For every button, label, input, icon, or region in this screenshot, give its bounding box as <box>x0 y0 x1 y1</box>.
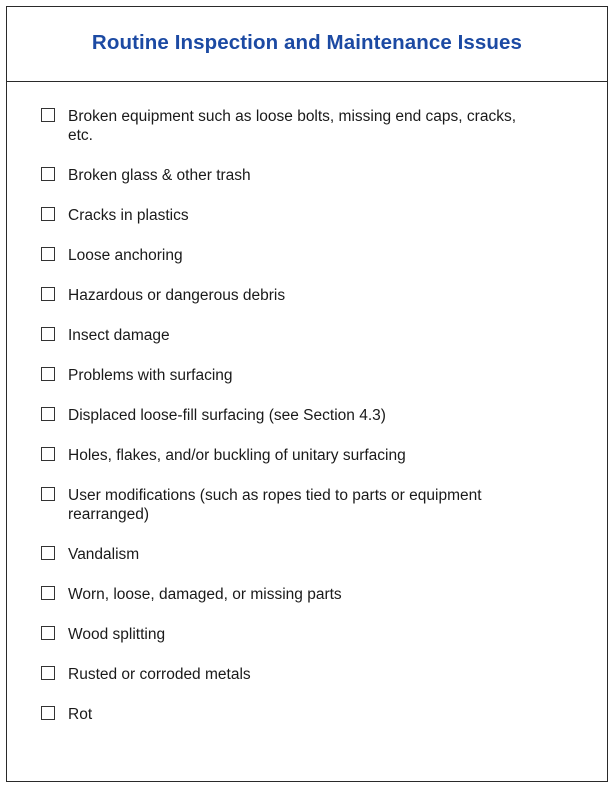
checklist-item-label: Broken equipment such as loose bolts, missing end caps, cracks, etc. <box>68 108 517 144</box>
checklist-item-rusted-metals <box>41 665 607 684</box>
checkbox-icon[interactable] <box>41 487 55 501</box>
checklist-item-label: Loose anchoring <box>68 247 183 264</box>
checklist-item-broken-glass <box>41 166 607 185</box>
checklist-item-label: Vandalism <box>68 546 140 563</box>
checkbox-icon[interactable] <box>41 586 55 600</box>
checkbox-icon[interactable] <box>41 327 55 341</box>
checklist-item-label: Rusted or corroded metals <box>68 666 251 683</box>
checklist-item-label: Insect damage <box>68 327 170 344</box>
checklist-item-worn-parts <box>41 585 607 604</box>
checklist-frame <box>6 6 608 782</box>
checklist-item-label: Displaced loose-fill surfacing (see Section 4.3) <box>68 407 386 424</box>
checklist-item-label: Hazardous or dangerous debris <box>68 287 286 304</box>
checklist-item-label: User modifications (such as ropes tied to parts or equipment rearranged) <box>68 487 482 523</box>
checklist-header <box>7 7 607 82</box>
checklist-item-label: Holes, flakes, and/or buckling of unitary surfacing <box>68 447 406 464</box>
checkbox-icon[interactable] <box>41 546 55 560</box>
checklist-item-rot <box>41 705 607 724</box>
checklist-title: Routine Inspection and Maintenance Issues <box>91 31 523 54</box>
checklist-item-cracks-plastics <box>41 206 607 225</box>
checklist-item-hazardous-debris <box>41 286 607 305</box>
checklist-item-insect-damage <box>41 326 607 345</box>
checklist-item-label: Broken glass & other trash <box>68 167 251 184</box>
checkbox-icon[interactable] <box>41 367 55 381</box>
checklist <box>7 82 607 724</box>
checkbox-icon[interactable] <box>41 287 55 301</box>
checkbox-icon[interactable] <box>41 447 55 461</box>
checklist-item-label: Cracks in plastics <box>68 207 189 224</box>
checklist-item-broken-equipment <box>41 107 607 145</box>
checklist-item-label: Wood splitting <box>68 626 166 643</box>
checklist-item-unitary-surfacing <box>41 446 607 465</box>
checkbox-icon[interactable] <box>41 666 55 680</box>
checklist-item-surfacing-problems <box>41 366 607 385</box>
checklist-item-label: Rot <box>68 706 93 723</box>
checklist-item-user-modifications <box>41 486 607 524</box>
checkbox-icon[interactable] <box>41 167 55 181</box>
checklist-item-wood-splitting <box>41 625 607 644</box>
checkbox-icon[interactable] <box>41 706 55 720</box>
checkbox-icon[interactable] <box>41 407 55 421</box>
checklist-item-vandalism <box>41 545 607 564</box>
checklist-item-label: Worn, loose, damaged, or missing parts <box>68 586 342 603</box>
checklist-item-label: Problems with surfacing <box>68 367 233 384</box>
checkbox-icon[interactable] <box>41 108 55 122</box>
checkbox-icon[interactable] <box>41 247 55 261</box>
checkbox-icon[interactable] <box>41 626 55 640</box>
checklist-item-loose-anchoring <box>41 246 607 265</box>
checklist-item-displaced-loose-fill <box>41 406 607 425</box>
checkbox-icon[interactable] <box>41 207 55 221</box>
